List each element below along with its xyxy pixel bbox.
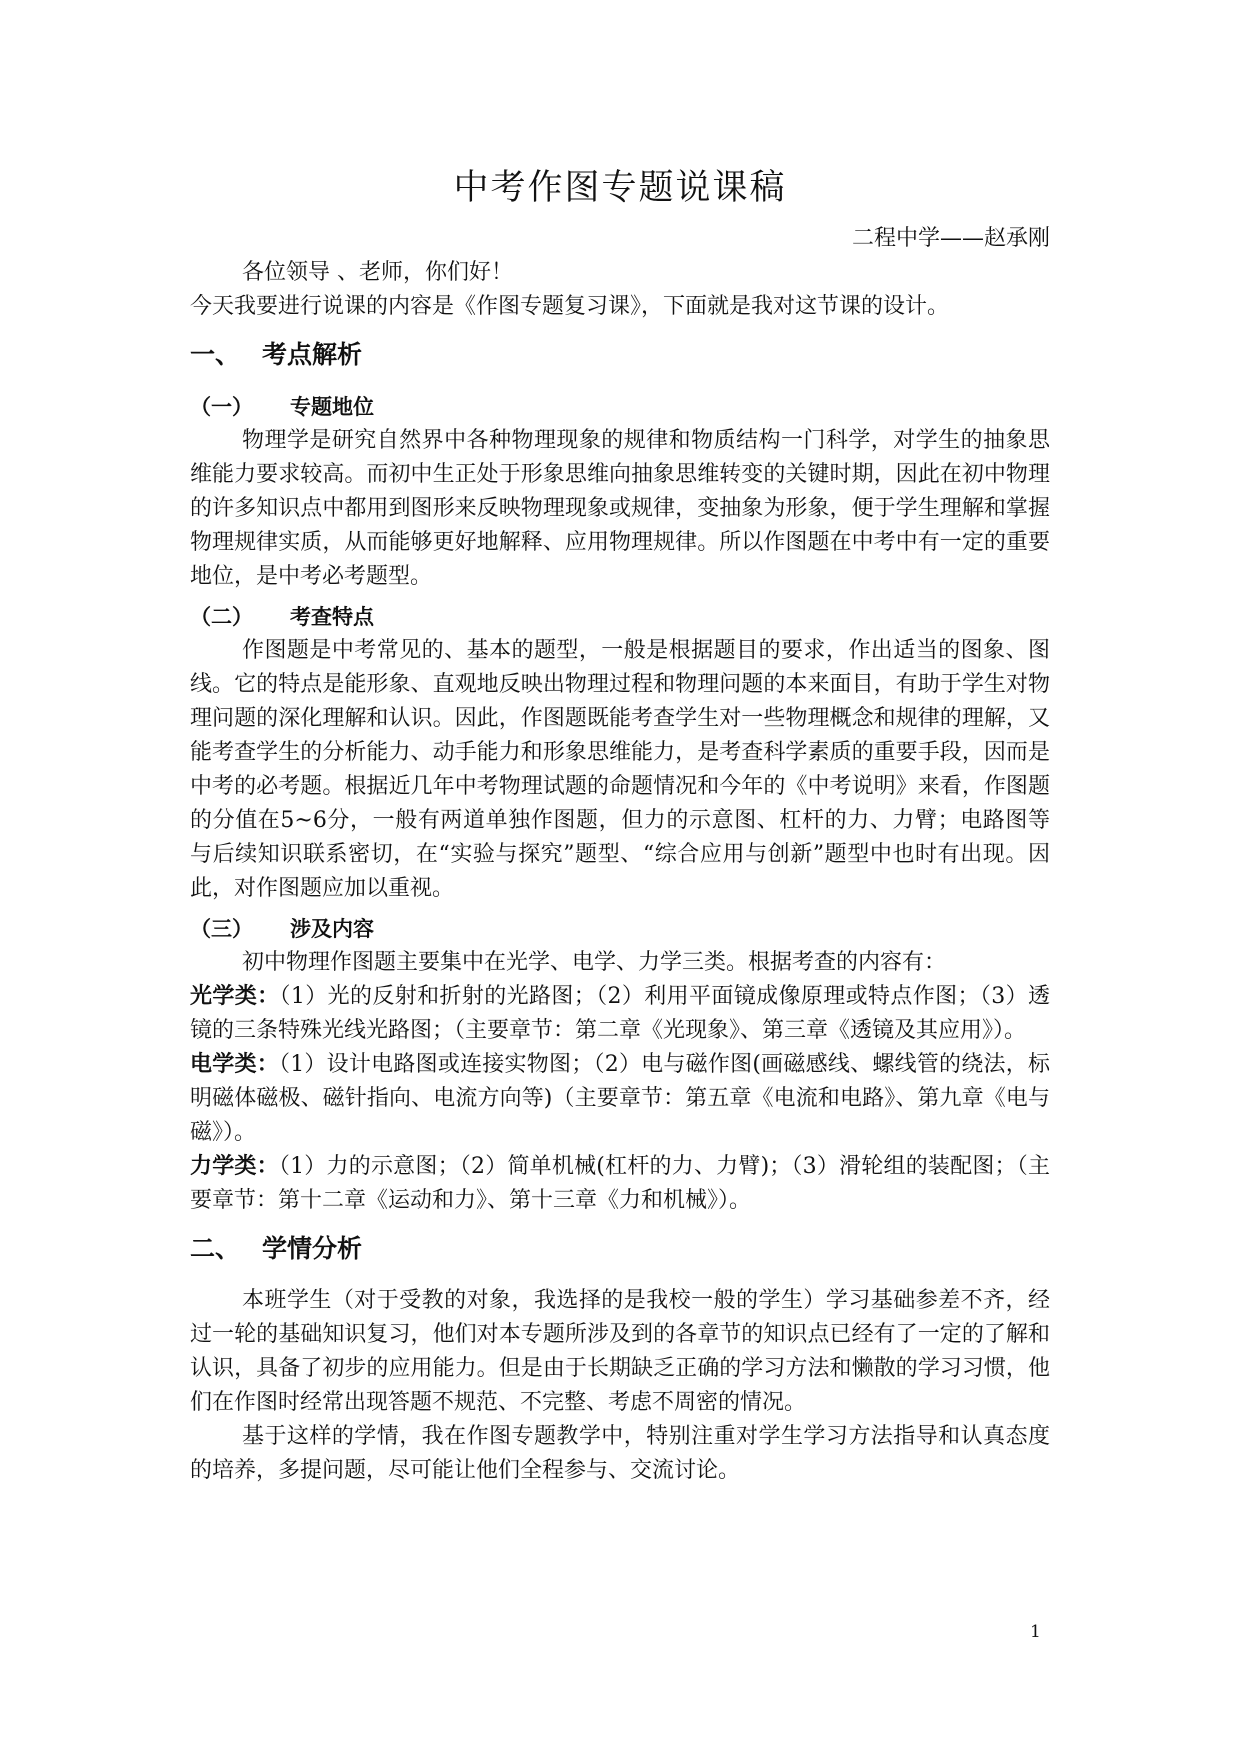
- sub2-paragraph: 作图题是中考常见的、基本的题型，一般是根据题目的要求，作出适当的图象、图线。它的特点是能形象、直观地反映出物理过程和物理问题的本来面目，有助于学生对物理问题的深化理解和认识。因此，作图题既能考查学生对一些物理概念和规律的理解，又能考查学生的分析能力、动手能力和形象思维能力，是考查科学素质的重要手段，因而是中考的必考题。根据近几年中考物理试题的命题情况和今年的《中考说明》来看，作图题的分值在5~6分，一般有两道单独作图题，但力的示意图、杠杆的力、力臂；电路图等与后续知识联系密切，在“实验与探究”题型、“综合应用与创新”题型中也时有出现。因此，对作图题应加以重视。: [190, 638, 1050, 901]
- section1-heading: [190, 334, 1050, 376]
- section2-paragraph-2: 基于这样的学情，我在作图专题教学中，特别注重对学生学习方法指导和认真态度的培养，多提问题，尽可能让他们全程参与、交流讨论。: [190, 1424, 1050, 1483]
- optics-label: 光学类：: [190, 984, 280, 1009]
- sub1-heading: [190, 390, 1050, 424]
- section1-number: 一、: [190, 340, 241, 369]
- page-number: 1: [1030, 1622, 1041, 1642]
- intro-paragraph: 今天我要进行说课的内容是《作图专题复习课》，下面就是我对这节课的设计。: [190, 294, 950, 319]
- sub1-number: （一）: [190, 395, 253, 419]
- section2-paragraph-1: 本班学生（对于受教的对象，我选择的是我校一般的学生）学习基础参差不齐，经过一轮的基础知识复习，他们对本专题所涉及到的各章节的知识点已经有了一定的了解和认识，具备了初步的应用能力。但是由于长期缺乏正确的学习方法和懒散的学习习惯，他们在作图时经常出现答题不规范、不完整、考虑不周密的情况。: [190, 1288, 1050, 1415]
- electric-paragraph: [190, 1048, 1050, 1150]
- sub3-number: （三）: [190, 917, 253, 941]
- sub2-title: 考查特点: [290, 605, 374, 629]
- mechanics-label: 力学类：: [190, 1154, 279, 1179]
- sub2-number: （二）: [190, 605, 253, 629]
- electric-text: （1）设计电路图或连接实物图；（2）电与磁作图(画磁感线、螺线管的绕法，标明磁体磁极、磁针指向、电流方向等)（主要章节：第五章《电流和电路》、第九章《电与磁》）。: [190, 1052, 1050, 1145]
- sub3-title: 涉及内容: [290, 917, 374, 941]
- sub3-paragraph: 初中物理作图题主要集中在光学、电学、力学三类。根据考查的内容有：: [242, 950, 947, 975]
- optics-text: （1）光的反射和折射的光路图；（2）利用平面镜成像原理或特点作图；（3）透镜的三条特殊光线光路图；（主要章节：第二章《光现象》、第三章《透镜及其应用》）。: [190, 984, 1050, 1043]
- greeting: 各位领导 、老师，你们好！: [242, 260, 513, 285]
- section1-title: 考点解析: [262, 340, 363, 369]
- document-title: 中考作图专题说课稿: [453, 168, 787, 208]
- section2-number: 二、: [190, 1234, 241, 1263]
- optics-paragraph: [190, 980, 1050, 1048]
- section2-heading: [190, 1228, 1050, 1270]
- sub1-paragraph: 物理学是研究自然界中各种物理现象的规律和物质结构一门科学，对学生的抽象思维能力要求较高。而初中生正处于形象思维向抽象思维转变的关键时期，因此在初中物理的许多知识点中都用到图形来反映物理现象或规律，变抽象为形象，便于学生理解和掌握物理规律实质，从而能够更好地解释、应用物理规律。所以作图题在中考中有一定的重要地位，是中考必考题型。: [190, 428, 1050, 589]
- document-page: [190, 160, 1050, 1488]
- sub2-heading: [190, 600, 1050, 634]
- mechanics-paragraph: [190, 1150, 1050, 1218]
- sub3-heading: [190, 912, 1050, 946]
- sub1-title: 专题地位: [290, 395, 374, 419]
- author-line: 二程中学——赵承刚: [851, 226, 1050, 251]
- mechanics-text: （1）力的示意图；（2）简单机械(杠杆的力、力臂)；（3）滑轮组的装配图；（主要章节：第十二章《运动和力》、第十三章《力和机械》）。: [190, 1154, 1050, 1213]
- electric-label: 电学类：: [190, 1052, 279, 1077]
- section2-title: 学情分析: [262, 1234, 363, 1263]
